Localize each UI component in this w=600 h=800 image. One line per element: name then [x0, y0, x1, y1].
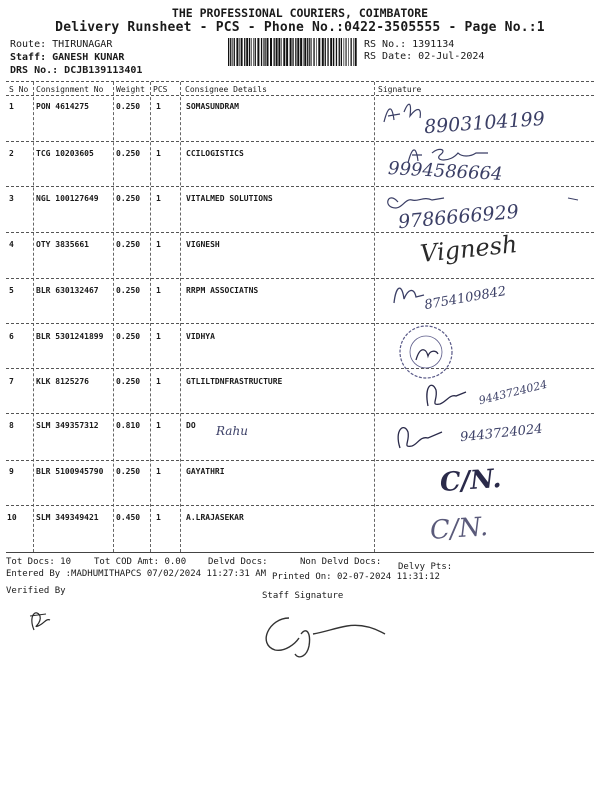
row-sno: 5: [9, 286, 14, 295]
company-name: THE PROFESSIONAL COURIERS, COIMBATORE: [171, 6, 429, 20]
handwritten-signature: [378, 188, 594, 232]
signature-cn: C/N.: [429, 512, 489, 546]
row-sno: 8: [9, 421, 14, 430]
row-consignee: GTLILTDNFRASTRUCTURE: [186, 377, 283, 386]
column-divider: [150, 82, 151, 552]
verified-by-label: Verified By: [6, 586, 66, 596]
row-weight: 0.250: [116, 377, 141, 386]
row-pcs: 1: [156, 194, 161, 203]
handwritten-note: Rahu: [216, 424, 248, 438]
handwritten-signature: [439, 463, 540, 506]
row-pcs: 1: [156, 149, 161, 158]
column-header-sno: S No: [9, 85, 29, 94]
row-consignee: CCILOGISTICS: [186, 149, 244, 158]
row-consignee: A.LRAJASEKAR: [186, 513, 244, 522]
rs-number: RS No.: 1391134: [364, 39, 455, 50]
column-header-consignment: Consignment No: [36, 85, 104, 94]
row-weight: 0.450: [116, 513, 141, 522]
column-header-signature: Signature: [378, 85, 422, 94]
column-divider: [180, 82, 181, 552]
signature-phone: 9994586664: [387, 158, 504, 185]
barcode: [228, 38, 358, 66]
row-consignee: DO: [186, 421, 196, 430]
handwritten-signature: [378, 96, 594, 140]
rs-date: RS Date: 02-Jul-2024: [364, 51, 485, 62]
row-sno: 10: [7, 513, 17, 522]
staff-signature: [255, 604, 405, 664]
column-divider: [33, 82, 34, 552]
signature-phone: 8903104199: [423, 107, 546, 139]
column-header-pcs: PCS: [153, 85, 168, 94]
staff-signature-label: Staff Signature: [262, 591, 344, 601]
row-rule: [6, 368, 594, 369]
row-pcs: 1: [156, 240, 161, 249]
column-header-consignee: Consignee Details: [185, 85, 267, 94]
total-cod-amount: Tot COD Amt: 0.00: [94, 557, 187, 567]
row-pcs: 1: [156, 102, 161, 111]
row-weight: 0.250: [116, 332, 141, 341]
signature-phone: 9443724024: [477, 377, 549, 408]
row-sno: 4: [9, 240, 14, 249]
row-weight: 0.250: [116, 467, 141, 476]
handwritten-signature: [378, 143, 594, 187]
signature-phone: 8754109842: [423, 283, 508, 314]
handwritten-signature: [430, 514, 530, 554]
signature-phone: 9443724024: [459, 421, 544, 446]
delivery-points: Delvy Pts:: [398, 562, 453, 572]
row-weight: 0.250: [116, 102, 141, 111]
verifier-signature: [24, 604, 54, 634]
row-consignee: VIDHYA: [186, 332, 215, 341]
row-weight: 0.250: [116, 286, 141, 295]
row-consignment: KLK 8125276: [36, 377, 89, 386]
row-consignment: OTY 3835661: [36, 240, 89, 249]
table-top-rule: [6, 81, 594, 82]
row-pcs: 1: [156, 377, 161, 386]
total-docs: Tot Docs: 10: [6, 557, 72, 567]
route-label: Route: THIRUNAGAR: [10, 39, 113, 50]
entered-by: Entered By :MADHUMITHAPCS 07/02/2024 11:27:31 AM: [6, 569, 267, 579]
row-pcs: 1: [156, 332, 161, 341]
row-consignee: SOMASUNDRAM: [186, 102, 239, 111]
row-consignee: VITALMED SOLUTIONS: [186, 194, 273, 203]
row-pcs: 1: [156, 286, 161, 295]
signature-name: Vignesh: [418, 229, 519, 269]
row-consignment: BLR 630132467: [36, 286, 99, 295]
row-weight: 0.250: [116, 149, 141, 158]
row-consignee: RRPM ASSOCIATNS: [186, 286, 259, 295]
column-divider: [113, 82, 114, 552]
drs-number: DRS No.: DCJB139113401: [10, 65, 143, 76]
handwritten-signature: [390, 279, 590, 321]
row-pcs: 1: [156, 467, 161, 476]
row-weight: 0.250: [116, 240, 141, 249]
non-delivered-docs: Non Delvd Docs:: [300, 557, 382, 567]
row-sno: 7: [9, 377, 14, 386]
delivered-docs: Delvd Docs:: [208, 557, 268, 567]
row-sno: 9: [9, 467, 14, 476]
staff-label: Staff: GANESH KUNAR: [10, 52, 125, 63]
row-pcs: 1: [156, 513, 161, 522]
handwritten-signature: [420, 376, 590, 416]
row-consignment: BLR 5100945790: [36, 467, 104, 476]
row-consignee: VIGNESH: [186, 240, 220, 249]
row-sno: 3: [9, 194, 14, 203]
stamp-seal: [396, 322, 456, 382]
column-divider: [374, 82, 375, 552]
row-consignment: PON 4614275: [36, 102, 89, 111]
signature-phone: 9786666929: [397, 200, 520, 234]
row-consignment: NGL 100127649: [36, 194, 99, 203]
row-consignment: BLR 5301241899: [36, 332, 104, 341]
signature-cn: C/N.: [439, 463, 503, 499]
row-consignment: SLM 349349421: [36, 513, 99, 522]
row-consignment: SLM 349357312: [36, 421, 99, 430]
row-consignment: TCG 10203605: [36, 149, 94, 158]
row-rule: [6, 460, 594, 461]
row-sno: 6: [9, 332, 14, 341]
handwritten-signature: [390, 418, 590, 458]
row-sno: 2: [9, 149, 14, 158]
row-pcs: 1: [156, 421, 161, 430]
column-header-weight: Weight: [116, 85, 145, 94]
row-consignee: GAYATHRI: [186, 467, 225, 476]
runsheet-title: Delivery Runsheet - PCS - Phone No.:0422-3505555 - Page No.:1: [55, 20, 545, 35]
row-weight: 0.250: [116, 194, 141, 203]
row-rule: [6, 323, 594, 324]
row-sno: 1: [9, 102, 14, 111]
printed-on: Printed On: 02-07-2024 11:31:12: [272, 572, 440, 582]
row-rule: [6, 141, 594, 142]
handwritten-signature: [418, 229, 520, 275]
row-weight: 0.810: [116, 421, 141, 430]
